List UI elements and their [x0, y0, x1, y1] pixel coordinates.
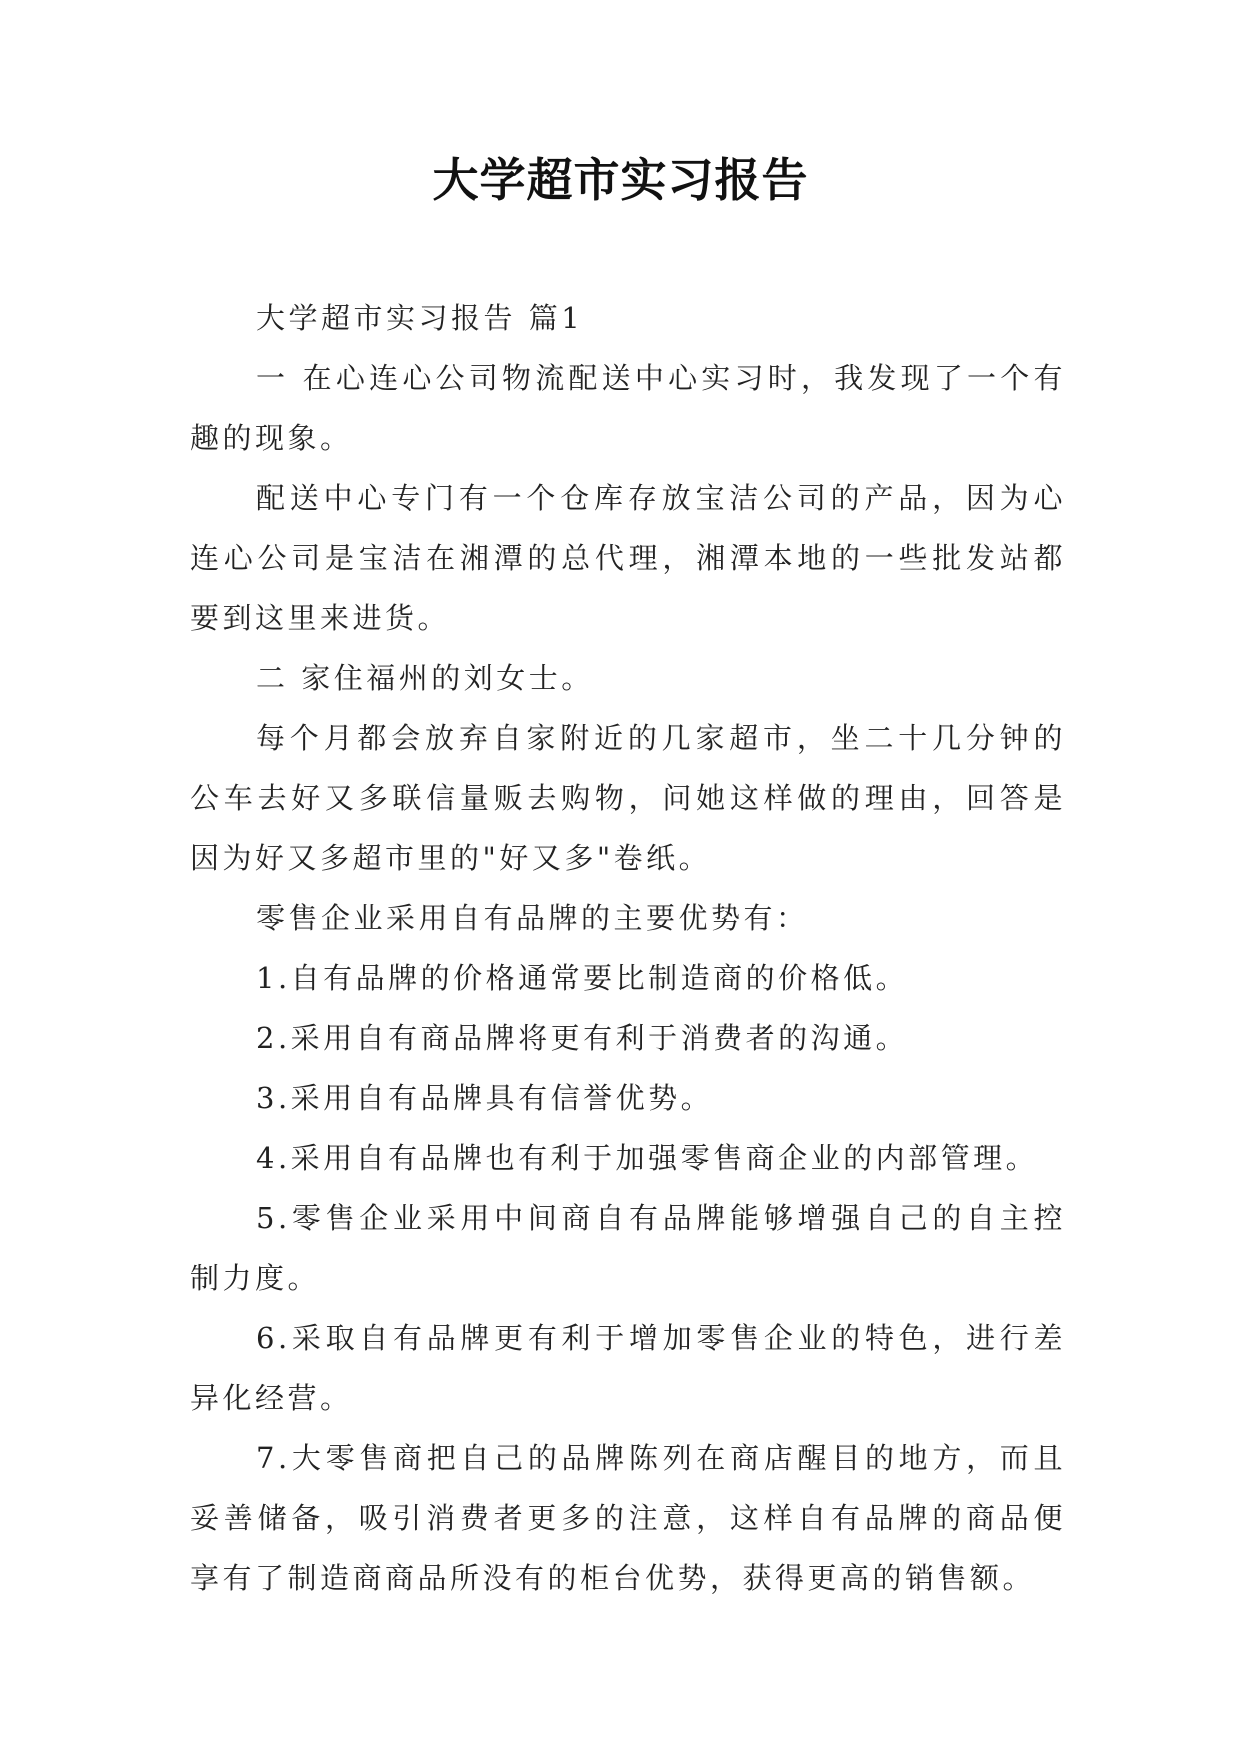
list-item: 3.采用自有品牌具有信誉优势。	[256, 1081, 714, 1115]
paragraph-subtitle: 大学超市实习报告 篇1	[256, 301, 584, 335]
list-item: 5.零售企业采用中间商自有品牌能够增强自己的自主控制力度。	[190, 1201, 1066, 1295]
document-title: 大学超市实习报告	[432, 153, 809, 207]
list-item: 4.采用自有品牌也有利于加强零售商企业的内部管理。	[256, 1141, 1039, 1175]
list-item: 1.自有品牌的价格通常要比制造商的价格低。	[256, 961, 909, 995]
paragraph: 二 家住福州的刘女士。	[256, 661, 594, 695]
list-item: 7.大零售商把自己的品牌陈列在商店醒目的地方，而且妥善储备，吸引消费者更多的注意，这样自有品牌的商品便享有了制造商商品所没有的柜台优势，获得更高的销售额。	[190, 1441, 1066, 1595]
paragraph: 每个月都会放弃自家附近的几家超市，坐二十几分钟的公车去好又多联信量贩去购物，问她这样做的理由，回答是因为好又多超市里的"好又多"卷纸。	[190, 721, 1066, 875]
paragraph: 零售企业采用自有品牌的主要优势有：	[256, 901, 809, 935]
list-item: 6.采取自有品牌更有利于增加零售企业的特色，进行差异化经营。	[190, 1321, 1066, 1415]
paragraph: 一 在心连心公司物流配送中心实习时，我发现了一个有趣的现象。	[190, 361, 1066, 455]
document-body	[190, 288, 1066, 1608]
list-item: 2.采用自有商品牌将更有利于消费者的沟通。	[256, 1021, 909, 1055]
paragraph: 配送中心专门有一个仓库存放宝洁公司的产品，因为心连心公司是宝洁在湘潭的总代理，湘潭本地的一些批发站都要到这里来进货。	[190, 481, 1066, 635]
